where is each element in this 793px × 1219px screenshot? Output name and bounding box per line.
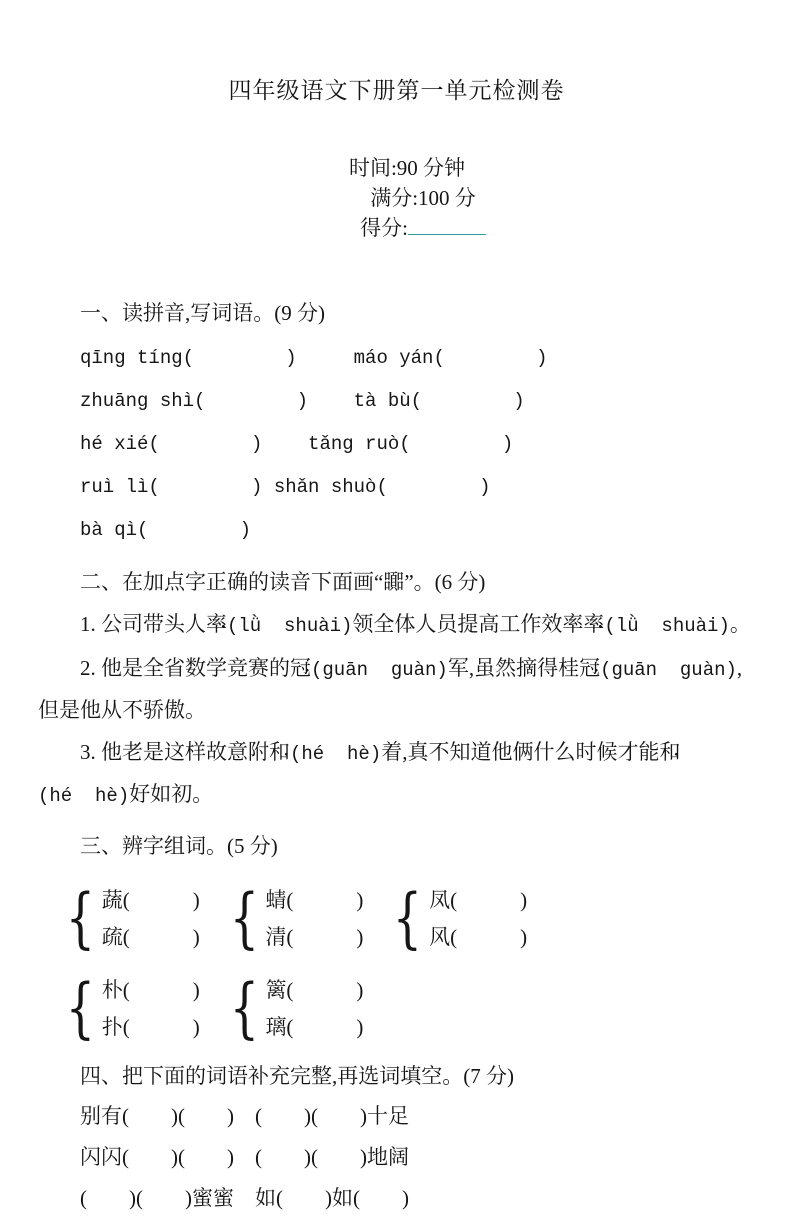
pinyin-choices: (hé hè) [38,785,130,808]
sentence-text: 。 [729,612,751,637]
left-brace-glyph: { [393,881,423,957]
dotted-char: 冠 ● [579,656,600,680]
section-1-pinyin [38,293,755,552]
left-brace-glyph: { [229,881,259,957]
test-paper-page [0,72,793,1211]
sentence-text: 着,真不知道他俩什么时候才能 [381,740,660,765]
left-brace-glyph: { [65,881,96,957]
time-label: 时间:90 分钟 [348,156,466,180]
sentence-text: ,但是他从不骄傲。 [38,656,743,723]
sentence-text: 好如初。 [129,782,214,807]
section-3-word-pairs [38,826,755,1046]
pair-top: 朴( ) [101,978,200,1003]
pair-bottom: 清( ) [265,925,364,950]
pinyin-line: qīng tíng( ) máo yán( ) [80,347,548,370]
brace-group [224,882,364,956]
pair-bottom: 疏( ) [101,925,200,950]
brace-group [60,972,200,1046]
section-2-heading: 二、在加点字正确的读音下面画“嚻”。(6 分) [80,570,486,595]
sentence-text: 1. 公司带头人 [80,612,206,637]
pinyin-line: zhuāng shì( ) tà bù( ) [80,390,525,413]
question-item-1 [38,604,755,646]
brace-group [224,972,364,1046]
score-blank-line [408,212,486,235]
dotted-char: 率 ● [583,612,604,636]
pair-bottom: 扑( ) [101,1015,200,1040]
pinyin-choices: (hé hè) [290,743,382,766]
pair-top: 凤( ) [429,888,528,913]
pinyin-block [80,337,755,552]
left-brace-glyph: { [65,971,96,1047]
section-1-heading: 一、读拼音,写词语。(9 分) [80,301,325,326]
pair-bottom: 璃( ) [265,1015,364,1040]
brace-group [387,882,527,956]
section-2-pronunciation [38,562,755,816]
pinyin-choices: (lǜ shuài) [227,615,353,638]
brace-row-2 [60,972,755,1046]
brace-group [60,882,200,956]
dotted-char: 和 ● [269,740,290,764]
section-4-fill-words [38,1056,755,1219]
fill-line: 闪闪( )( ) ( )( )地阔 [80,1145,409,1170]
pair-top: 蜻( ) [265,888,364,913]
dotted-char: 和 ● [659,740,680,764]
pair-top: 篱( ) [265,978,364,1003]
dotted-char: 冠 ● [290,656,311,680]
question-item-2 [38,648,755,730]
sentence-text: 军,虽然摘得桂 [447,656,580,681]
pinyin-choices: (guān guàn) [311,659,448,682]
score-label: 得分: [360,216,408,241]
left-brace-glyph: { [229,971,259,1047]
pinyin-choices: (guān guàn) [600,659,737,682]
score-field [360,212,486,242]
sentence-text: 2. 他是全省数学竞赛的 [80,656,290,681]
section-4-heading: 四、把下面的词语补充完整,再选词填空。(7 分) [80,1064,514,1089]
full-score-label: 满分:100 分 [370,186,476,210]
fill-line: 别有( )( ) ( )( )十足 [80,1104,409,1129]
pinyin-line: ruì lì( ) shǎn shuò( ) [80,476,491,499]
dotted-char: 率 ● [206,612,227,636]
pair-top: 蔬( ) [101,888,200,913]
paper-meta [38,127,755,267]
pair-bottom: 风( ) [429,925,528,950]
section-3-heading: 三、辨字组词。(5 分) [80,834,278,859]
sentence-text: 领全体人员提高工作效率 [352,612,584,637]
question-item-3 [38,732,755,816]
fill-line: ( )( )蜜蜜 如( )如( ) [80,1186,409,1211]
pinyin-line: hé xié( ) tǎng ruò( ) [80,433,514,456]
page-title: 四年级语文下册第一单元检测卷 [228,78,565,103]
sentence-text: 3. 他老是这样故意附 [80,740,269,765]
brace-row-1 [60,882,755,956]
pinyin-choices: (lǜ shuài) [604,615,730,638]
pinyin-line: bà qì( ) [80,519,252,542]
